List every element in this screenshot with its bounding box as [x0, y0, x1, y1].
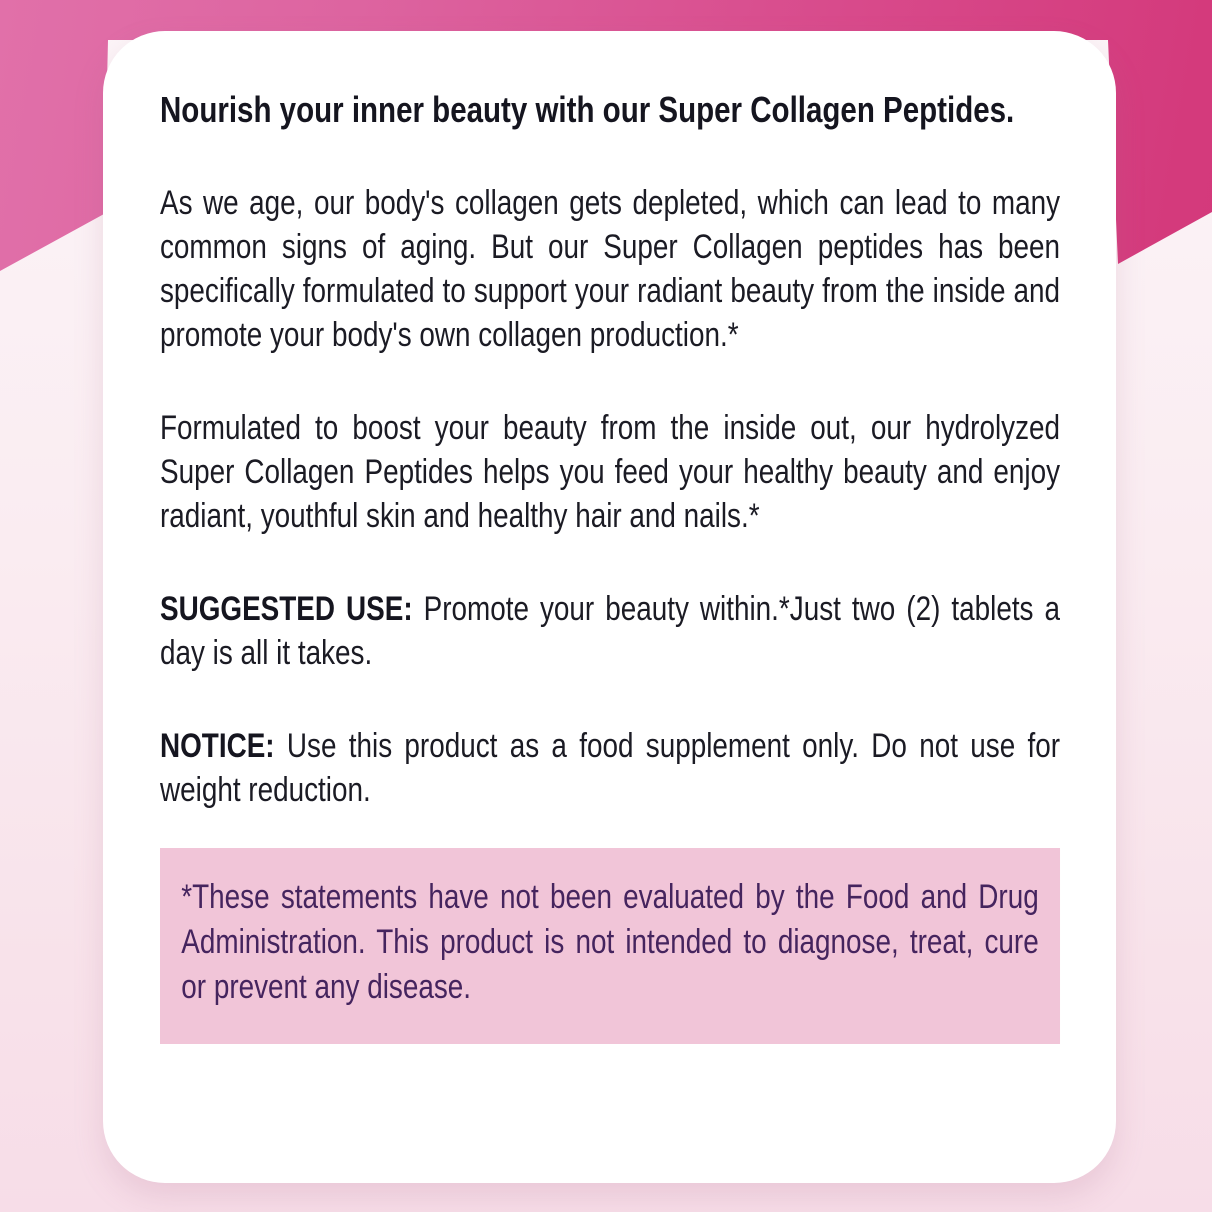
fda-disclaimer-box [160, 848, 1060, 1044]
suggested-use-text: Promote your beauty within.*Just two (2) tablets a day is all it takes. [160, 590, 1061, 672]
fda-disclaimer-text: *These statements have not been evaluated by the Food and Drug Administration. This product is not intended to diagnose, treat, cure or prevent any disease. [181, 878, 1039, 1006]
card-heading: Nourish your inner beauty with our Super Collagen Peptides. [160, 89, 1015, 130]
suggested-use-label: SUGGESTED USE: [160, 590, 413, 628]
notice-label: NOTICE: [160, 727, 275, 765]
paragraph-formulated-boost: Formulated to boost your beauty from the inside out, our hydrolyzed Super Collagen Peptides helps you feed your healthy beauty and enjoy radiant, youthful skin and healthy hair and nails.* [160, 409, 1061, 535]
notice-text: Use this product as a food supplement only. Do not use for weight reduction. [160, 727, 1061, 809]
suggested-use-paragraph [160, 587, 1060, 675]
notice-paragraph [160, 724, 1060, 812]
paragraph-collagen-depletion: As we age, our body's collagen gets depleted, which can lead to many common signs of aging. But our Super Collagen peptides has been specifically formulated to support your radiant beauty from the inside and promote your body's own collagen production.* [160, 184, 1061, 354]
product-description-card [103, 31, 1116, 1183]
card-text-area [160, 88, 1060, 1044]
